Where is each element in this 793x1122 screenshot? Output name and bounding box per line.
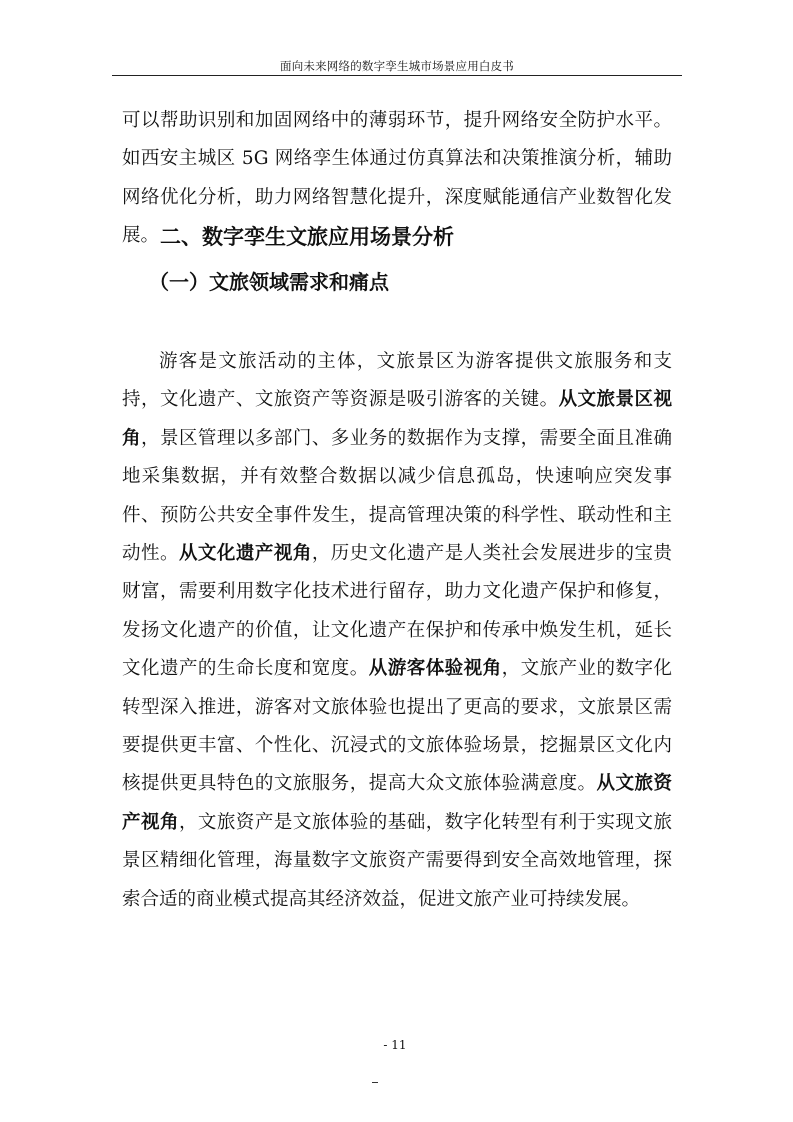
intro-paragraph: 可以帮助识别和加固网络中的薄弱环节，提升网络安全防护水平。如西安主城区 5G 网络孪生体通过仿真算法和决策推演分析，辅助网络优化分析，助力网络智慧化提升，深度赋能通信产业数智化发展。: [122, 110, 672, 247]
paragraph-text-segment: ，文旅资产是文旅体验的基础，数字化转型有利于实现文旅景区精细化管理，海量数字文旅资产需要得到安全高效地管理，探索合适的商业模式提高其经济效益，促进文旅产业可持续发展。: [122, 811, 672, 910]
paragraph-text-segment: ，景区管理以多部门、多业务的数据作为支撑，需要全面且准确地采集数据，并有效整合数据以减少信息孤岛，快速响应突发事件、预防公共安全事件发生，提高管理决策的科学性、联动性和主动性。: [122, 427, 672, 565]
bold-viewpoint-label: 从游客体验视角: [368, 658, 502, 680]
footer-mark: [372, 1082, 378, 1083]
paragraph-text-segment: ，文旅产业的数字化转型深入推进，游客对文旅体验也提出了更高的要求，文旅景区需要提供更丰富、个性化、沉浸式的文旅体验场景，挖掘景区文化内核提供更具特色的文旅服务，提高大众文旅体验满意度。: [122, 658, 672, 795]
paragraph-text-segment: 游客是文旅活动的主体，文旅景区为游客提供文旅服务和支持，文化遗产、文旅资产等资源是吸引游客的关键。: [122, 351, 672, 411]
section-heading: 二、数字孪生文旅应用场景分析: [160, 225, 454, 249]
page-number: - 11: [383, 1038, 407, 1052]
main-paragraph: [122, 343, 672, 919]
header-divider: [112, 75, 682, 76]
bold-viewpoint-label: 从文化遗产视角: [178, 543, 312, 565]
bold-viewpoint-label: 从文旅资产视角: [122, 773, 672, 833]
bold-viewpoint-label: 从文旅景区视角: [122, 389, 672, 449]
paragraph-text-segment: ，历史文化遗产是人类社会发展进步的宝贵财富，需要利用数字化技术进行留存，助力文化遗产保护和修复，发扬文化遗产的价值，让文化遗产在保护和传承中焕发生机，延长文化遗产的生命长度和宽度。: [122, 543, 672, 680]
subsection-heading: （一）文旅领域需求和痛点: [149, 270, 389, 294]
running-header: 面向未来网络的数字孪生城市场景应用白皮书: [280, 59, 514, 73]
